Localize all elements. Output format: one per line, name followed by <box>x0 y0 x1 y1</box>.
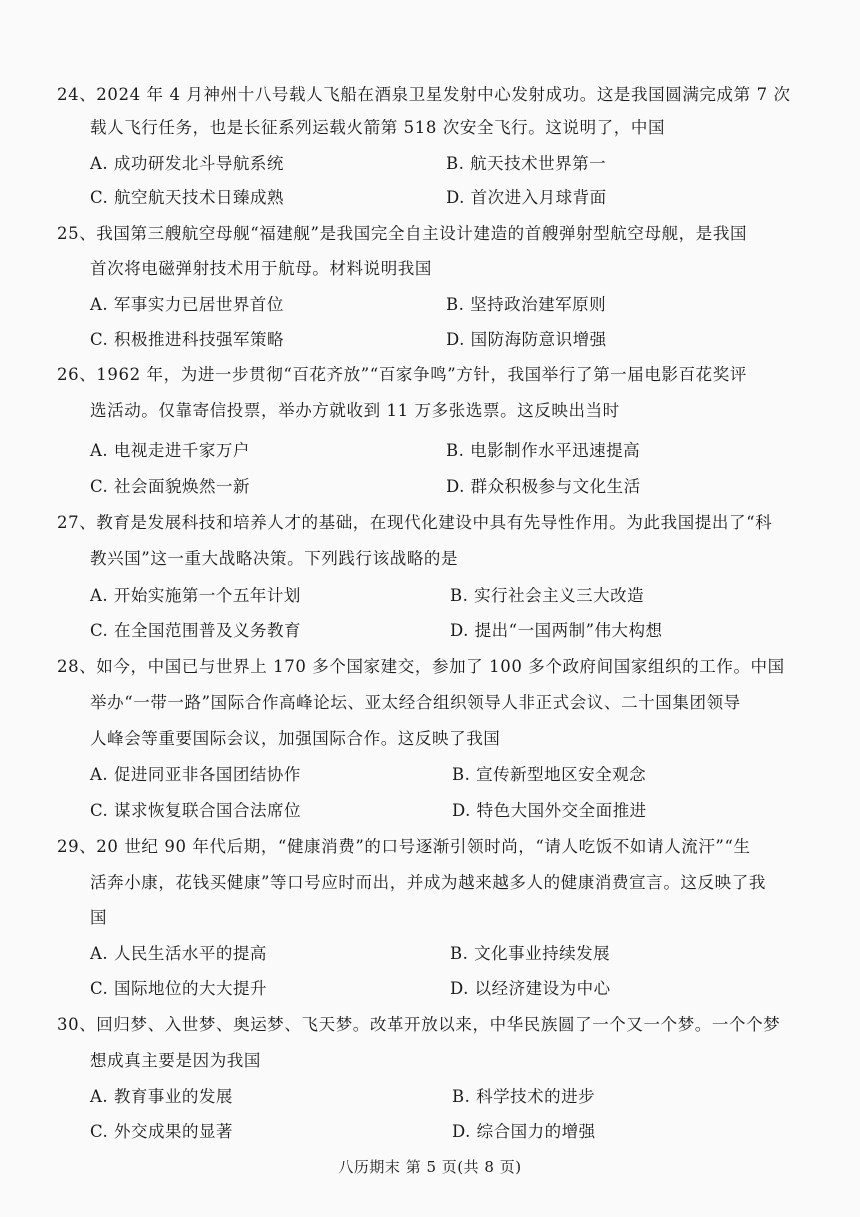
option-a: A. 开始实施第一个五年计划 <box>90 586 301 605</box>
option-d: D. 首次进入月球背面 <box>446 188 607 207</box>
option-b: B. 文化事业持续发展 <box>450 944 611 963</box>
option-d: D. 特色大国外交全面推进 <box>452 801 647 820</box>
question-stem-line: 首次将电磁弹射技术用于航母。材料说明我国 <box>90 259 432 278</box>
option-c: C. 社会面貌焕然一新 <box>90 477 251 496</box>
question-stem-line: 25、我国第三艘航空母舰“福建舰”是我国完全自主设计建造的首艘弹射型航空母舰，是我国 <box>57 224 748 243</box>
option-d: D. 提出“一国两制”伟大构想 <box>450 621 663 640</box>
option-a: A. 电视走进千家万户 <box>90 441 250 460</box>
option-a: A. 教育事业的发展 <box>90 1087 233 1106</box>
question-stem-line: 29、20 世纪 90 年代后期，“健康消费”的口号逐渐引领时尚，“请人吃饭不如请人流汗”“生 <box>57 837 751 856</box>
option-b: B. 宣传新型地区安全观念 <box>452 765 647 784</box>
option-c: C. 在全国范围普及义务教育 <box>90 621 302 640</box>
page-footer: 八历期末 第 5 页(共 8 页) <box>338 1158 522 1176</box>
option-c: C. 外交成果的显著 <box>90 1122 234 1141</box>
question-stem-line: 28、如今，中国已与世界上 170 多个国家建交，参加了 100 多个政府间国家组织的工作。中国 <box>57 657 785 676</box>
option-b: B. 科学技术的进步 <box>452 1087 596 1106</box>
question-stem-line: 想成真主要是因为我国 <box>90 1051 261 1070</box>
option-b: B. 实行社会主义三大改造 <box>450 586 645 605</box>
question-stem-line: 27、教育是发展科技和培养人才的基础，在现代化建设中具有先导性作用。为此我国提出了“科 <box>57 513 773 532</box>
option-d: D. 以经济建设为中心 <box>450 979 611 998</box>
option-a: A. 人民生活水平的提高 <box>90 944 267 963</box>
question-stem-line: 人峰会等重要国际会议，加强国际合作。这反映了我国 <box>90 729 501 748</box>
question-stem-line: 活奔小康，花钱买健康”等口号应时而出，并成为越来越多人的健康消费宣言。这反映了我 <box>90 873 766 892</box>
option-b: B. 航天技术世界第一 <box>446 154 607 173</box>
option-c: C. 谋求恢复联合国合法席位 <box>90 801 302 820</box>
option-a: A. 促进同亚非各国团结协作 <box>90 765 301 784</box>
option-b: B. 坚持政治建军原则 <box>446 295 607 314</box>
option-d: D. 国防海防意识增强 <box>446 330 607 349</box>
option-d: D. 群众积极参与文化生活 <box>446 477 641 496</box>
option-d: D. 综合国力的增强 <box>452 1122 596 1141</box>
option-c: C. 航空航天技术日臻成熟 <box>90 188 285 207</box>
option-a: A. 成功研发北斗导航系统 <box>90 154 284 173</box>
question-stem-line: 24、2024 年 4 月神州十八号载人飞船在酒泉卫星发射中心发射成功。这是我国圆满完成第 7 次 <box>57 85 791 104</box>
option-a: A. 军事实力已居世界首位 <box>90 295 284 314</box>
question-stem-line: 国 <box>90 908 108 927</box>
option-c: C. 国际地位的大大提升 <box>90 979 268 998</box>
option-c: C. 积极推进科技强军策略 <box>90 330 285 349</box>
option-b: B. 电影制作水平迅速提高 <box>446 441 641 460</box>
question-stem-line: 教兴国”这一重大战略决策。下列践行该战略的是 <box>90 549 459 568</box>
question-stem-line: 载人飞行任务，也是长征系列运载火箭第 518 次安全飞行。这说明了，中国 <box>90 118 666 137</box>
question-stem-line: 30、回归梦、入世梦、奥运梦、飞天梦。改革开放以来，中华民族圆了一个又一个梦。一个个梦 <box>57 1015 781 1034</box>
question-stem-line: 26、1962 年，为进一步贯彻“百花齐放”“百家争鸣”方针，我国举行了第一届电影百花奖评 <box>57 365 747 384</box>
question-stem-line: 举办“一带一路”国际合作高峰论坛、亚太经合组织领导人非正式会议、二十国集团领导 <box>90 693 741 712</box>
question-stem-line: 选活动。仅靠寄信投票，举办方就收到 11 万多张选票。这反映出当时 <box>90 401 620 420</box>
